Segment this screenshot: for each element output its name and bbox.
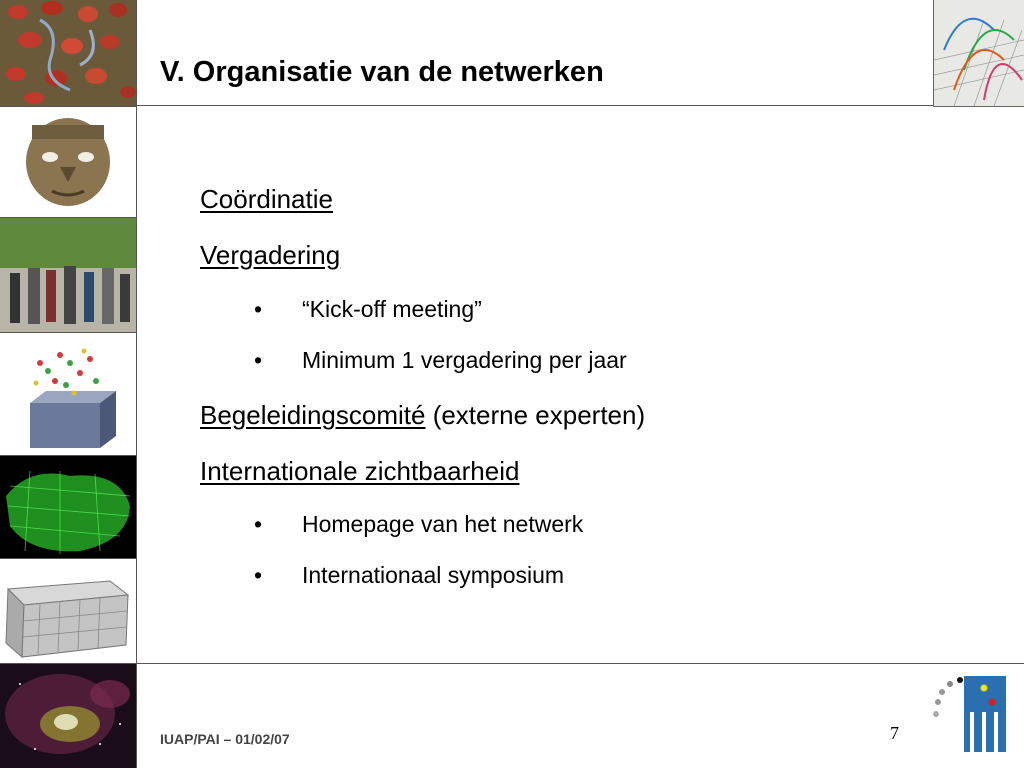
- mask-artifact-image: [0, 107, 136, 217]
- bullet-icon: •: [254, 347, 263, 373]
- molecular-lattice-image: [0, 333, 136, 455]
- item-label: Internationale zichtbaarheid: [200, 456, 520, 486]
- bullet-text: “Kick-off meeting”: [302, 296, 482, 322]
- item-label: Begeleidingscomité: [200, 400, 426, 430]
- item-internationale-zichtbaarheid: [200, 456, 519, 487]
- page-number: 7: [890, 723, 899, 743]
- footer-label: IUAP/PAI – 01/02/07: [160, 731, 290, 747]
- grid-block-image: [0, 559, 136, 663]
- slide-title: V. Organisatie van de netwerken: [160, 56, 604, 88]
- network-diagram-image: [933, 0, 1024, 107]
- item-suffix: (externe experten): [425, 400, 646, 430]
- item-begeleidingscomite: [200, 400, 645, 431]
- item-label: Vergadering: [200, 240, 341, 270]
- red-blood-cells-image: [0, 0, 136, 106]
- item-label: Coördinatie: [200, 184, 333, 214]
- organization-logo: [928, 672, 1012, 756]
- bullet-text: Homepage van het netwerk: [302, 511, 584, 537]
- crowd-street-image: [0, 218, 136, 332]
- bullet-text: Internationaal symposium: [302, 562, 565, 588]
- strip-separator: [136, 0, 137, 768]
- footer-rule: [136, 663, 1024, 664]
- bullet-text: Minimum 1 vergadering per jaar: [302, 347, 627, 373]
- green-mesh-image: [0, 456, 136, 558]
- item-coordinatie: [200, 184, 333, 215]
- bullet-icon: •: [254, 296, 263, 322]
- left-image-strip: [0, 0, 136, 768]
- bullet-icon: •: [254, 511, 263, 537]
- item-vergadering: [200, 240, 340, 271]
- title-rule: [136, 105, 1024, 106]
- bullet-icon: •: [254, 562, 263, 588]
- nebula-image: [0, 664, 136, 768]
